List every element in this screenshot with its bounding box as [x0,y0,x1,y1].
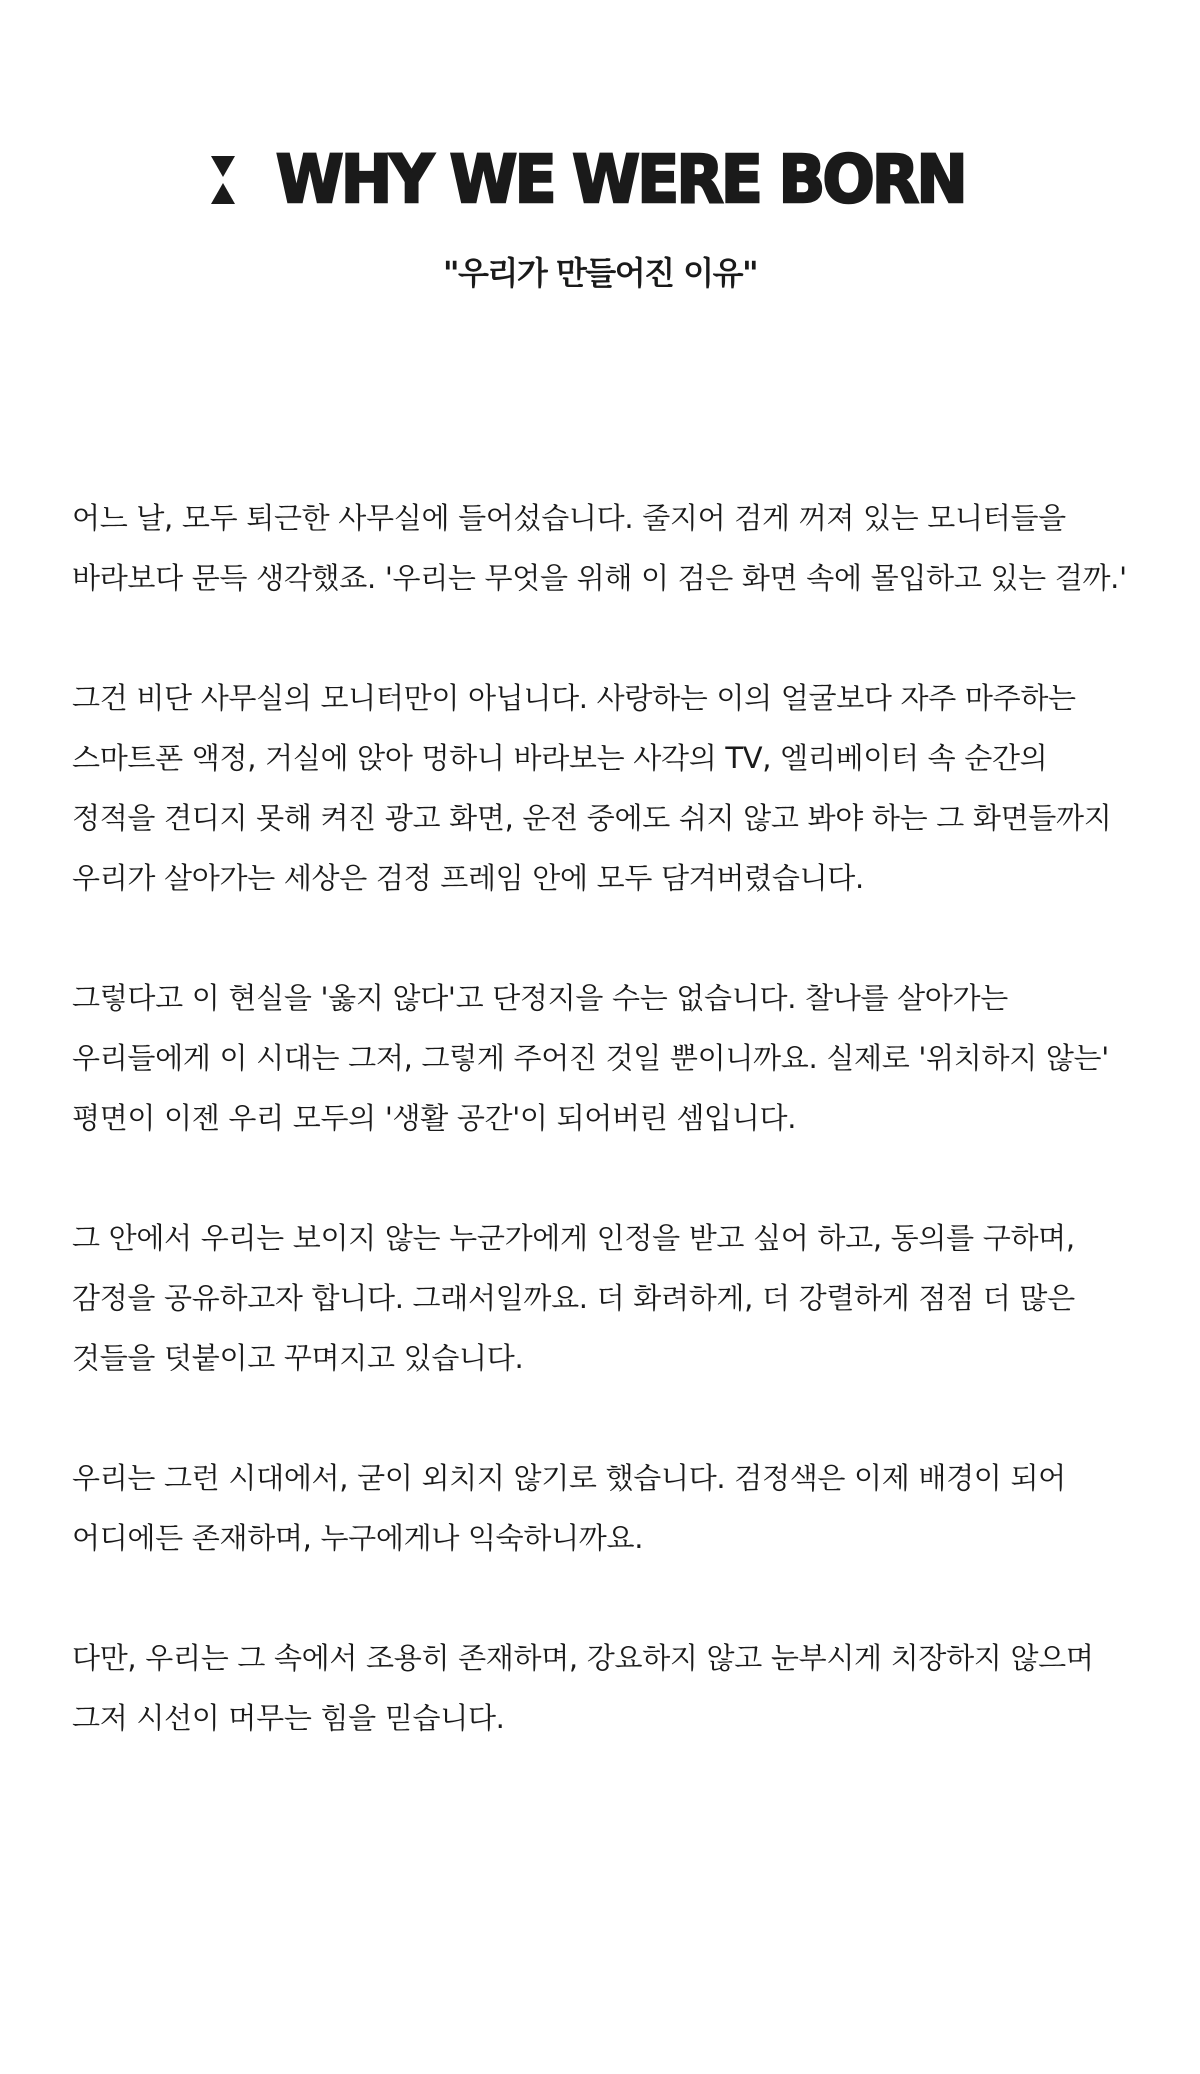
story-body [72,488,1136,1748]
story-paragraph: 그 안에서 우리는 보이지 않는 누군가에게 인정을 받고 싶어 하고, 동의를 구하며, 감정을 공유하고자 합니다. 그래서일까요. 더 화려하게, 더 강렬하게 점점 더 많은 것들을 덧붙이고 꾸며지고 있습니다. [72,1221,1075,1375]
story-paragraph: 우리는 그런 시대에서, 굳이 외치지 않기로 했습니다. 검정색은 이제 배경이 되어 어디에든 존재하며, 누구에게나 익숙하니까요. [72,1461,1066,1555]
story-paragraph: 그렇다고 이 현실을 '옳지 않다'고 단정지을 수는 없습니다. 찰나를 살아가는 우리들에게 이 시대는 그저, 그렇게 주어진 것일 뿐이니까요. 실제로 '위치하지 않는' 평면이 이젠 우리 모두의 '생활 공간'이 되어버린 셈입니다. [72,981,1109,1135]
page-header [0,140,1200,294]
story-paragraph: 다만, 우리는 그 속에서 조용히 존재하며, 강요하지 않고 눈부시게 치장하지 않으며 그저 시선이 머무는 힘을 믿습니다. [72,1641,1094,1735]
hourglass-icon [210,154,236,206]
page-subtitle: "우리가 만들어진 이유" [442,254,758,292]
story-paragraph: 어느 날, 모두 퇴근한 사무실에 들어섰습니다. 줄지어 검게 꺼져 있는 모니터들을 바라보다 문득 생각했죠. '우리는 무엇을 위해 이 검은 화면 속에 몰입하고 있는 걸까.' [72,501,1127,595]
brand-title-row [0,140,1200,220]
brand-title: WHY WE WERE BORN [275,141,965,218]
story-paragraph: 그건 비단 사무실의 모니터만이 아닙니다. 사랑하는 이의 얼굴보다 자주 마주하는 스마트폰 액정, 거실에 앉아 멍하니 바라보는 사각의 TV, 엘리베이터 속 순간의 정적을 견디지 못해 켜진 광고 화면, 운전 중에도 쉬지 않고 봐야 하는 그 화면들까지 우리가 살아가는 세상은 검정 프레임 안에 모두 담겨버렸습니다. [72,681,1112,895]
